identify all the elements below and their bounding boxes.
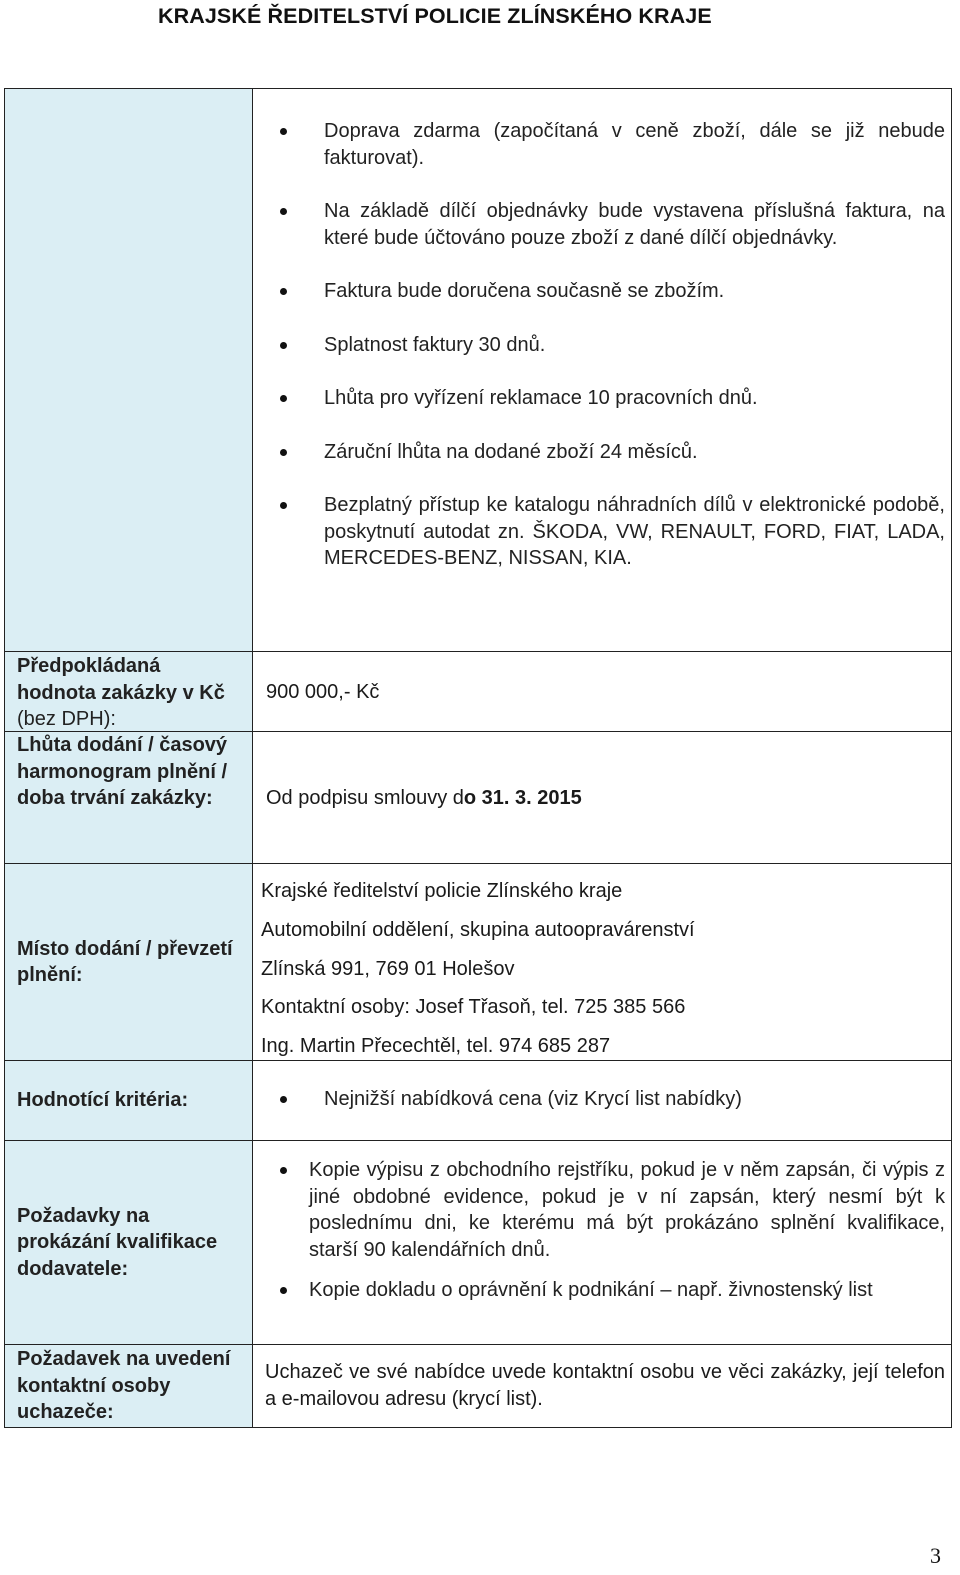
page-number: 3 bbox=[930, 1543, 941, 1568]
qualification-label-cell bbox=[5, 1141, 253, 1344]
condition-item: Záruční lhůta na dodané zboží 24 měsíců. bbox=[324, 439, 945, 466]
qualification-cell bbox=[253, 1141, 951, 1344]
contact-cell bbox=[253, 1345, 951, 1427]
page-header: KRAJSKÉ ŘEDITELSTVÍ POLICIE ZLÍNSKÉHO KRAJE bbox=[158, 4, 712, 28]
condition-item: Bezplatný přístup ke katalogu náhradních dílů v elektronické podobě, poskytnutí autodat zn. ŠKODA, VW, RENAULT, FORD, FIAT, LADA, MERCEDES-BENZ, NISSAN, KIA. bbox=[324, 492, 945, 572]
place-row bbox=[5, 863, 951, 1060]
contact-requirement: Uchazeč ve své nabídce uvede kontaktní osobu ve věci zakázky, její telefon a e-mailovou adresu (krycí list). bbox=[265, 1361, 945, 1410]
value-label-bold: Předpokládaná hodnota zakázky v Kč bbox=[17, 655, 225, 704]
contact-label-cell bbox=[5, 1345, 253, 1427]
criteria-label: Hodnotící kritéria: bbox=[17, 1089, 189, 1112]
place-cell bbox=[253, 864, 951, 1060]
deadline-row bbox=[5, 731, 951, 863]
condition-item: Na základě dílčí objednávky bude vystavena příslušná faktura, na které bude účtováno pouze zboží z dané dílčí objednávky. bbox=[324, 198, 945, 251]
deadline-value bbox=[266, 785, 582, 812]
criteria-label-cell bbox=[5, 1061, 253, 1140]
criteria-list bbox=[253, 1061, 951, 1113]
deadline-value-normal: Od podpisu smlouvy d bbox=[266, 787, 464, 809]
place-line: Krajské ředitelství policie Zlínského kraje bbox=[261, 880, 623, 902]
place-line: Kontaktní osoby: Josef Třasoň, tel. 725 385 566 bbox=[261, 996, 686, 1019]
qualification-list bbox=[253, 1141, 951, 1304]
qualification-label: Požadavky na prokázání kvalifikace dodavatele: bbox=[17, 1204, 218, 1280]
condition-item: Lhůta pro vyřízení reklamace 10 pracovních dnů. bbox=[324, 385, 945, 412]
contact-label: Požadavek na uvedení kontaktní osoby uchazeče: bbox=[17, 1348, 231, 1424]
qualification-item: Kopie dokladu o oprávnění k podnikání – např. živnostenský list bbox=[309, 1277, 945, 1304]
value-label-normal: (bez DPH): bbox=[17, 708, 116, 730]
conditions-list bbox=[253, 89, 951, 572]
estimated-value: 900 000,- Kč bbox=[266, 681, 380, 703]
deadline-label-cell bbox=[5, 732, 253, 863]
value-row bbox=[5, 651, 951, 731]
place-line: Automobilní oddělení, skupina autoopravárenství bbox=[261, 918, 695, 941]
value-label-cell bbox=[5, 652, 253, 731]
conditions-label-cell bbox=[5, 89, 253, 651]
place-line: Ing. Martin Přecechtěl, tel. 974 685 287 bbox=[261, 1035, 611, 1058]
condition-item: Faktura bude doručena současně se zbožím. bbox=[324, 278, 945, 305]
qualification-item: Kopie výpisu z obchodního rejstříku, pokud je v něm zapsán, či výpis z jiné obdobné evidence, pokud je v ní zapsán, který nesmí být k poslednímu dni, ke kterému má být prokázáno splnění kvalifikace, starší 90 kalendářních dnů. bbox=[309, 1157, 945, 1263]
condition-item: Splatnost faktury 30 dnů. bbox=[324, 332, 945, 359]
tender-table bbox=[4, 88, 952, 1428]
qualification-row bbox=[5, 1140, 951, 1344]
value-label bbox=[17, 653, 244, 733]
criteria-cell bbox=[253, 1061, 951, 1140]
place-line: Zlínská 991, 769 01 Holešov bbox=[261, 957, 515, 980]
value-cell bbox=[253, 652, 951, 731]
contact-row bbox=[5, 1344, 951, 1427]
condition-item: Doprava zdarma (započítaná v ceně zboží, dále se již nebude fakturovat). bbox=[324, 118, 945, 171]
deadline-value-bold: o 31. 3. 2015 bbox=[463, 787, 582, 809]
place-label: Místo dodání / převzetí plnění: bbox=[17, 937, 233, 986]
deadline-label: Lhůta dodání / časový harmonogram plnění / doba trvání zakázky: bbox=[17, 734, 228, 809]
deadline-cell bbox=[253, 732, 951, 863]
conditions-value-cell bbox=[253, 89, 951, 651]
conditions-row bbox=[5, 89, 951, 651]
place-label-cell bbox=[5, 864, 253, 1060]
criteria-row bbox=[5, 1060, 951, 1140]
place-lines bbox=[261, 878, 695, 1072]
criteria-item: Nejnižší nabídková cena (viz Krycí list nabídky) bbox=[324, 1086, 951, 1113]
